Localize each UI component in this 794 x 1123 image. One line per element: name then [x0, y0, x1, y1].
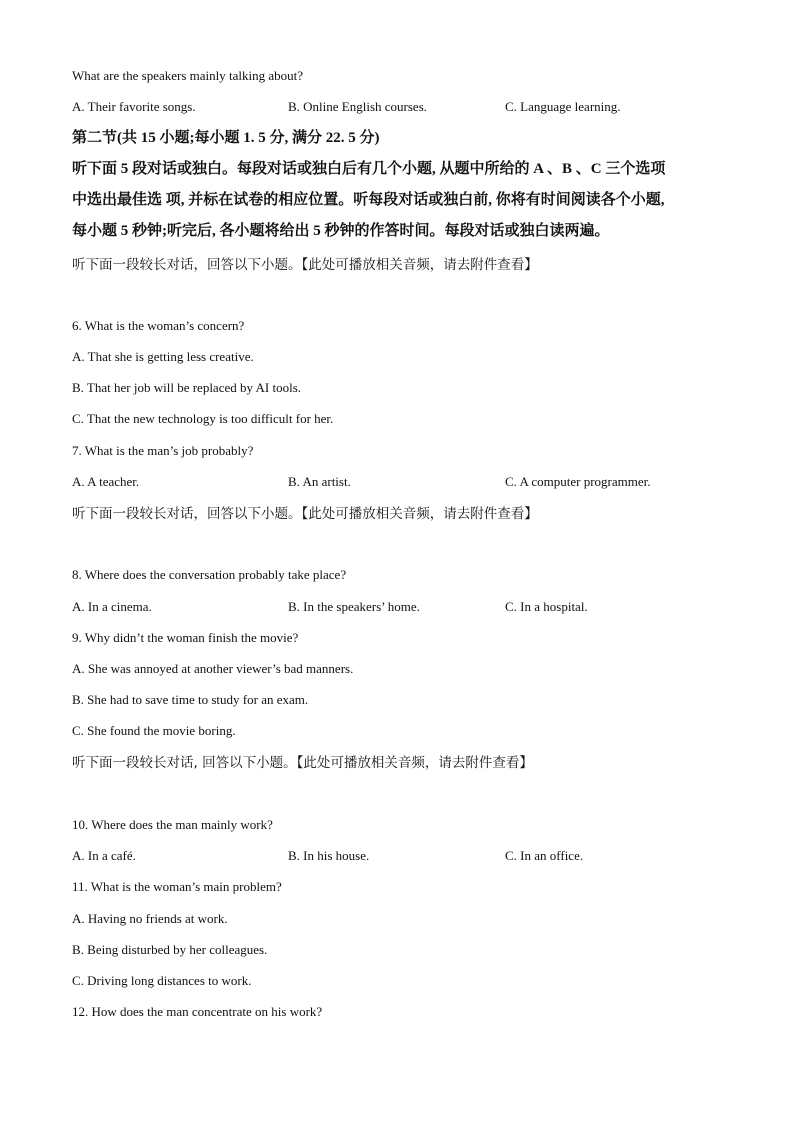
option-a: A. In a café.	[72, 848, 136, 863]
question-8-options	[72, 599, 732, 615]
section-instructions	[72, 154, 727, 247]
question-5-options	[72, 99, 732, 115]
option-b: B. She had to save time to study for an exam.	[72, 692, 309, 707]
option-c: C. Language learning.	[505, 99, 621, 114]
option-a: A. Having no friends at work.	[72, 911, 228, 926]
option-c: C. She found the movie boring.	[72, 723, 236, 738]
question-5-text: What are the speakers mainly talking about?	[72, 68, 304, 83]
question-7-text: 7. What is the man’s job probably?	[72, 443, 254, 458]
question-6-text: 6. What is the woman’s concern?	[72, 318, 245, 333]
audio-note: 听下面一段较长对话，回答以下小题。【此处可播放相关音频，请去附件查看】	[72, 257, 538, 273]
instruction-line: 每小题 5 秒钟;听完后, 各小题将给出 5 秒钟的作答时间。每段对话或独白读两遍。	[72, 223, 610, 239]
section-heading: 第二节(共 15 小题;每小题 1. 5 分, 满分 22. 5 分)	[72, 130, 380, 146]
option-a: A. A teacher.	[72, 474, 140, 489]
option-b: B. That her job will be replaced by AI tools.	[72, 380, 302, 395]
option-b: B. Online English courses.	[288, 99, 428, 114]
question-10-text: 10. Where does the man mainly work?	[72, 817, 273, 832]
audio-note: 听下面一段较长对话，回答以下小题。【此处可播放相关音频，请去附件查看】	[72, 506, 538, 522]
question-12-text: 12. How does the man concentrate on his work?	[72, 1004, 323, 1019]
option-a: A. That she is getting less creative.	[72, 349, 254, 364]
option-c: C. That the new technology is too difficult for her.	[72, 411, 334, 426]
option-b: B. In his house.	[288, 848, 370, 863]
option-c: C. Driving long distances to work.	[72, 973, 252, 988]
option-a: A. Their favorite songs.	[72, 99, 196, 114]
question-11-text: 11. What is the woman’s main problem?	[72, 879, 282, 894]
question-9-text: 9. Why didn’t the woman finish the movie?	[72, 630, 299, 645]
question-8-text: 8. Where does the conversation probably take place?	[72, 567, 347, 582]
option-c: C. In a hospital.	[505, 599, 588, 614]
option-b: B. In the speakers’ home.	[288, 599, 420, 614]
audio-note: 听下面一段较长对话, 回答以下小题。【此处可播放相关音频，请去附件查看】	[72, 755, 533, 771]
option-a: A. She was annoyed at another viewer’s bad manners.	[72, 661, 354, 676]
instruction-line: 听下面 5 段对话或独白。每段对话或独白后有几个小题, 从题中所给的 A 、B 、C 三个选项	[72, 161, 666, 177]
option-b: B. An artist.	[288, 474, 351, 489]
option-c: C. In an office.	[505, 848, 584, 863]
option-a: A. In a cinema.	[72, 599, 152, 614]
question-10-options	[72, 848, 732, 864]
question-7-options	[72, 474, 732, 490]
instruction-line: 中选出最佳选 项, 并标在试卷的相应位置。听每段对话或独白前, 你将有时间阅读各个小题,	[72, 192, 665, 208]
option-b: B. Being disturbed by her colleagues.	[72, 942, 268, 957]
option-c: C. A computer programmer.	[505, 474, 651, 489]
